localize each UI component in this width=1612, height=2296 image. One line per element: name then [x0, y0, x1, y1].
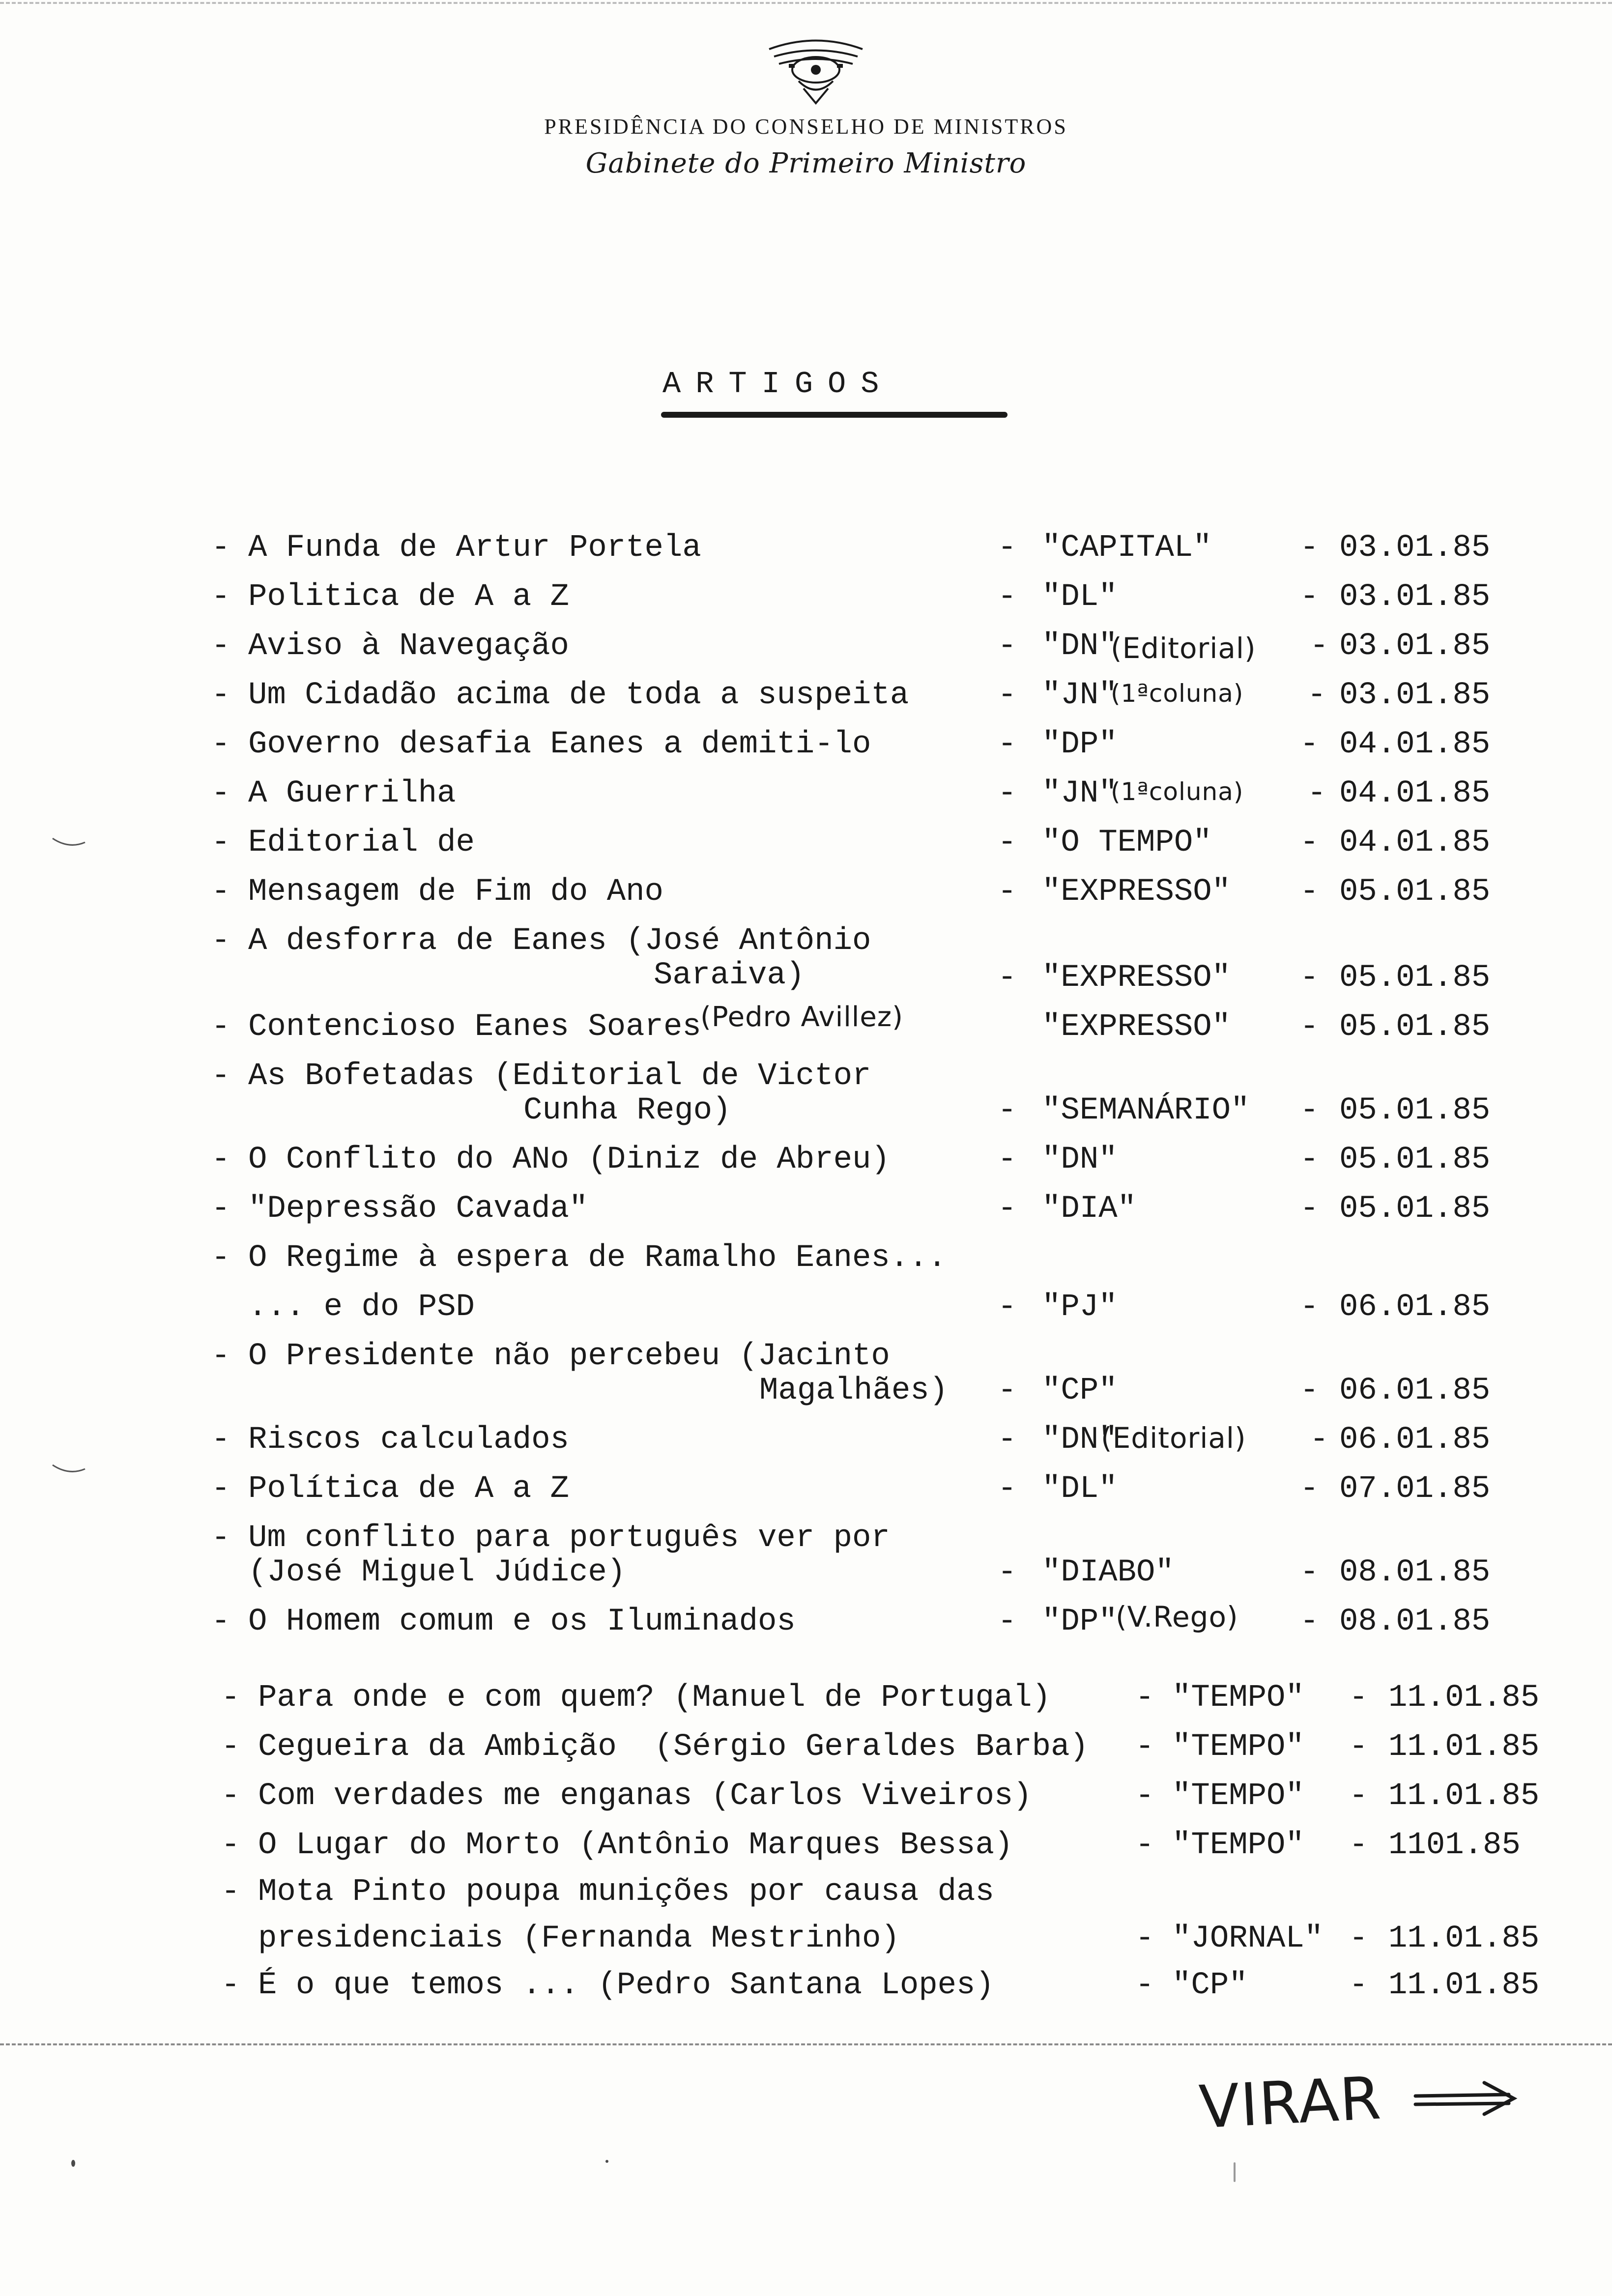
- entry-paper: "EXPRESSO": [1042, 874, 1231, 910]
- entry-title-continued: (José Miguel Júdice): [248, 1555, 626, 1590]
- entry-title: Para onde e com quem? (Manuel de Portugal): [258, 1680, 1051, 1716]
- entry-dash: -: [211, 1422, 230, 1458]
- entry-dash: -: [221, 1828, 240, 1863]
- entry-date: 11.01.85: [1388, 1921, 1540, 1956]
- office-name: Gabinete do Primeiro Ministro: [585, 147, 1027, 179]
- entry-dash: -: [211, 678, 230, 713]
- entry-date: 03.01.85: [1339, 579, 1491, 615]
- entry-dash: -: [998, 874, 1017, 910]
- entry-paper: "SEMANÁRIO": [1042, 1093, 1250, 1128]
- entry-date: 05.01.85: [1339, 1093, 1491, 1128]
- entry-dash: -: [998, 1604, 1017, 1639]
- scan-fold-line: [0, 2043, 1612, 2045]
- entry-dash: -: [1135, 1779, 1154, 1814]
- entry-dash: -: [1300, 1191, 1319, 1227]
- entry-dash: -: [998, 960, 1017, 996]
- entry-date: 1101.85: [1388, 1828, 1521, 1863]
- entry-date: 06.01.85: [1339, 1290, 1491, 1325]
- entry-dash: -: [998, 1422, 1017, 1458]
- entry-date: 11.01.85: [1388, 1779, 1540, 1814]
- entry-paper: "DN": [1042, 1422, 1118, 1458]
- entry-dash: -: [1300, 1093, 1319, 1128]
- entry-title-continued: ... e do PSD: [248, 1290, 475, 1325]
- entry-paper: "PJ": [1042, 1290, 1118, 1325]
- entry-paper: "TEMPO": [1172, 1729, 1304, 1765]
- entry-dash: -: [211, 1009, 230, 1045]
- entry-dash: -: [998, 1471, 1017, 1507]
- entry-date: 03.01.85: [1339, 678, 1491, 713]
- entry-paper: "DL": [1042, 579, 1118, 615]
- handwritten-note: (Pedro Avillez): [700, 1001, 904, 1033]
- handwritten-note: (1ªcoluna): [1111, 679, 1244, 708]
- entry-dash: -: [998, 825, 1017, 861]
- entry-paper: "DN": [1042, 629, 1118, 664]
- entry-dash: -: [998, 1142, 1017, 1177]
- entry-dash: -: [1349, 1680, 1368, 1716]
- entry-dash: -: [1300, 1009, 1319, 1045]
- entry-title: O Presidente não percebeu (Jacinto: [248, 1339, 890, 1374]
- entry-dash: -: [221, 1874, 240, 1910]
- entry-dash: -: [1300, 1555, 1319, 1590]
- entry-date: 06.01.85: [1339, 1422, 1491, 1458]
- entry-dash: -: [998, 727, 1017, 762]
- entry-dash: -: [1300, 874, 1319, 910]
- entry-dash: -: [211, 1059, 230, 1094]
- entry-title: Mota Pinto poupa munições por causa das: [258, 1874, 994, 1910]
- entry-dash: -: [211, 874, 230, 910]
- entry-dash: -: [211, 1604, 230, 1639]
- entry-date: 05.01.85: [1339, 874, 1491, 910]
- entry-date: 11.01.85: [1388, 1968, 1540, 2003]
- entry-title: "Depressão Cavada": [248, 1191, 588, 1227]
- entry-dash: -: [1310, 629, 1329, 664]
- entry-dash: -: [221, 1779, 240, 1814]
- entry-paper: "DN": [1042, 1142, 1118, 1177]
- entry-dash: -: [1307, 776, 1326, 811]
- entry-paper: "O TEMPO": [1042, 825, 1212, 861]
- entry-title: Mensagem de Fim do Ano: [248, 874, 663, 910]
- entry-dash: -: [1310, 1422, 1329, 1458]
- entry-title: Aviso à Navegação: [248, 629, 569, 664]
- organization-name: PRESIDÊNCIA DO CONSELHO DE MINISTROS: [544, 115, 1068, 139]
- entry-dash: -: [221, 1680, 240, 1716]
- entry-paper: "CP": [1172, 1968, 1248, 2003]
- entry-title: Política de A a Z: [248, 1471, 569, 1507]
- entry-dash: -: [1349, 1921, 1368, 1956]
- entry-paper: "DIABO": [1042, 1555, 1174, 1590]
- scan-speck: [605, 2160, 608, 2163]
- entry-title: Governo desafia Eanes a demiti-lo: [248, 727, 871, 762]
- entry-date: 04.01.85: [1339, 727, 1491, 762]
- entry-paper: "DP": [1042, 727, 1118, 762]
- entry-paper: "TEMPO": [1172, 1680, 1304, 1716]
- entry-dash: -: [1349, 1828, 1368, 1863]
- entry-date: 05.01.85: [1339, 960, 1491, 996]
- entry-dash: -: [211, 1191, 230, 1227]
- entry-dash: -: [1300, 727, 1319, 762]
- entry-title: Politica de A a Z: [248, 579, 569, 615]
- entry-dash: -: [221, 1968, 240, 2003]
- entry-dash: -: [1300, 1471, 1319, 1507]
- entry-dash: -: [1135, 1968, 1154, 2003]
- entry-date: 07.01.85: [1339, 1471, 1491, 1507]
- entry-paper: "DIA": [1042, 1191, 1137, 1227]
- entry-dash: -: [211, 776, 230, 811]
- entry-dash: -: [211, 727, 230, 762]
- entry-dash: -: [211, 1339, 230, 1374]
- entry-title: Cegueira da Ambição (Sérgio Geraldes Barba): [258, 1729, 1089, 1765]
- entry-dash: -: [211, 1521, 230, 1556]
- entry-title: Um Cidadão acima de toda a suspeita: [248, 678, 909, 713]
- entry-dash: -: [998, 1373, 1017, 1408]
- entry-dash: -: [998, 629, 1017, 664]
- entry-title: A desforra de Eanes (José Antônio: [248, 923, 871, 959]
- entry-paper: "JN": [1042, 776, 1118, 811]
- entry-dash: -: [211, 1471, 230, 1507]
- entry-title-continued: presidenciais (Fernanda Mestrinho): [258, 1921, 900, 1956]
- entry-dash: -: [1300, 960, 1319, 996]
- top-scan-edge: [0, 2, 1612, 4]
- entry-title: O Conflito do ANo (Diniz de Abreu): [248, 1142, 890, 1177]
- handwritten-note: (Editorial): [1101, 1421, 1246, 1455]
- entry-dash: -: [211, 579, 230, 615]
- pencil-margin-mark: [52, 835, 86, 850]
- entry-dash: -: [998, 1555, 1017, 1590]
- entry-date: 03.01.85: [1339, 629, 1491, 664]
- entry-dash: -: [211, 629, 230, 664]
- entry-title: Editorial de: [248, 825, 475, 861]
- entry-date: 04.01.85: [1339, 776, 1491, 811]
- entry-date: 05.01.85: [1339, 1142, 1491, 1177]
- entry-dash: -: [211, 1240, 230, 1276]
- scan-speck: [1234, 2162, 1236, 2182]
- entry-paper: "EXPRESSO": [1042, 960, 1231, 996]
- entry-title-continued: Cunha Rego): [523, 1093, 731, 1128]
- entry-dash: -: [1135, 1828, 1154, 1863]
- entry-title: O Homem comum e os Iluminados: [248, 1604, 796, 1639]
- entry-paper: "CAPITAL": [1042, 530, 1212, 566]
- entry-dash: -: [211, 1142, 230, 1177]
- entry-paper: "TEMPO": [1172, 1779, 1304, 1814]
- entry-dash: -: [998, 579, 1017, 615]
- entry-paper: "TEMPO": [1172, 1828, 1304, 1863]
- entry-dash: -: [211, 530, 230, 566]
- entry-dash: -: [1300, 1142, 1319, 1177]
- entry-paper: "JORNAL": [1172, 1921, 1324, 1956]
- entry-dash: -: [1300, 579, 1319, 615]
- entry-dash: -: [1300, 1290, 1319, 1325]
- entry-dash: -: [998, 1290, 1017, 1325]
- entry-date: 08.01.85: [1339, 1604, 1491, 1639]
- entry-dash: -: [998, 1093, 1017, 1128]
- entry-dash: -: [211, 825, 230, 861]
- entry-title: As Bofetadas (Editorial de Victor: [248, 1059, 871, 1094]
- entry-dash: -: [1135, 1921, 1154, 1956]
- pencil-margin-mark: [52, 1462, 86, 1477]
- entry-dash: -: [1135, 1729, 1154, 1765]
- entry-date: 11.01.85: [1388, 1729, 1540, 1765]
- scan-speck: [71, 2160, 75, 2167]
- handwritten-turn-over: VIRAR: [1197, 2064, 1383, 2142]
- entry-date: 03.01.85: [1339, 530, 1491, 566]
- entry-title: Com verdades me enganas (Carlos Viveiros): [258, 1779, 1032, 1814]
- heading-underline: [661, 412, 1008, 418]
- entry-dash: -: [1349, 1729, 1368, 1765]
- entry-paper: "JN": [1042, 678, 1118, 713]
- entry-dash: -: [998, 1191, 1017, 1227]
- entry-date: 05.01.85: [1339, 1191, 1491, 1227]
- arrow-right-icon: [1410, 2074, 1524, 2123]
- entry-date: 08.01.85: [1339, 1555, 1491, 1590]
- entry-dash: -: [1300, 1604, 1319, 1639]
- entry-dash: -: [998, 530, 1017, 566]
- entry-title: Riscos calculados: [248, 1422, 569, 1458]
- entry-title: A Funda de Artur Portela: [248, 530, 701, 566]
- entry-dash: -: [1300, 825, 1319, 861]
- entry-dash: -: [221, 1729, 240, 1765]
- entry-title: O Lugar do Morto (Antônio Marques Bessa): [258, 1828, 1013, 1863]
- page-heading: ARTIGOS: [662, 367, 894, 402]
- coat-of-arms-icon: [759, 34, 872, 108]
- entry-paper: "DL": [1042, 1471, 1118, 1507]
- entry-dash: -: [1300, 1373, 1319, 1408]
- entry-title: A Guerrilha: [248, 776, 456, 811]
- entry-dash: -: [1300, 530, 1319, 566]
- entry-title: É o que temos ... (Pedro Santana Lopes): [258, 1968, 994, 2003]
- entry-title: Um conflito para português ver por: [248, 1521, 890, 1556]
- entry-title-continued: Saraiva): [654, 958, 805, 993]
- entry-dash: -: [1307, 678, 1326, 713]
- entry-paper: "EXPRESSO": [1042, 1009, 1231, 1045]
- entry-title: Contencioso Eanes Soares: [248, 1009, 701, 1045]
- entry-dash: -: [211, 923, 230, 959]
- entry-dash: -: [1349, 1968, 1368, 2003]
- entry-date: 06.01.85: [1339, 1373, 1491, 1408]
- entry-date: 11.01.85: [1388, 1680, 1540, 1716]
- entry-dash: -: [1349, 1779, 1368, 1814]
- handwritten-note: (Editorial): [1111, 631, 1256, 665]
- entry-paper: "DP": [1042, 1604, 1118, 1639]
- entry-paper: "CP": [1042, 1373, 1118, 1408]
- entry-dash: -: [1135, 1680, 1154, 1716]
- entry-date: 04.01.85: [1339, 825, 1491, 861]
- entry-dash: -: [998, 776, 1017, 811]
- handwritten-note: (V.Rego): [1116, 1600, 1238, 1634]
- entry-title: O Regime à espera de Ramalho Eanes...: [248, 1240, 947, 1276]
- entry-date: 05.01.85: [1339, 1009, 1491, 1045]
- handwritten-note: (1ªcoluna): [1111, 777, 1244, 806]
- entry-dash: -: [998, 678, 1017, 713]
- entry-title-continued: Magalhães): [759, 1373, 949, 1408]
